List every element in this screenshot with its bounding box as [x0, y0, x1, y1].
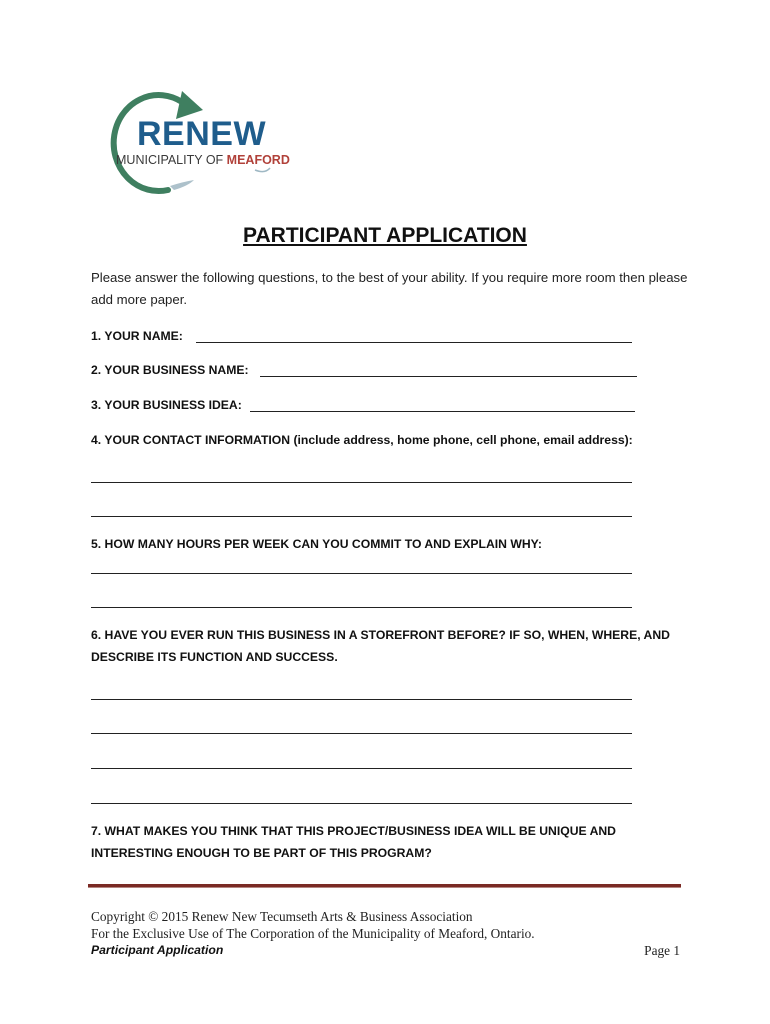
logo-subtitle-prefix: MUNICIPALITY OF [116, 153, 227, 167]
page-number: Page 1 [644, 943, 680, 958]
question-5: 5. HOW MANY HOURS PER WEEK CAN YOU COMMIT TO AND EXPLAIN WHY: [91, 537, 542, 551]
renew-meaford-logo [90, 90, 290, 205]
exclusive-use-line: For the Exclusive Use of The Corporation of the Municipality of Meaford, Ontario. [91, 926, 535, 941]
name-input-line[interactable] [196, 342, 632, 343]
footer-divider [88, 884, 681, 888]
question-1: 1. YOUR NAME: [91, 329, 183, 343]
question-7: 7. WHAT MAKES YOU THINK THAT THIS PROJECT/BUSINESS IDEA WILL BE UNIQUE AND INTERESTING ENOUGH TO BE PART OF THIS PROGRAM? [91, 824, 616, 860]
business-name-input-line[interactable] [260, 376, 637, 377]
logo-subtitle-meaford: MEAFORD [226, 153, 290, 167]
question-2: 2. YOUR BUSINESS NAME: [91, 363, 249, 377]
answer-line[interactable] [91, 733, 632, 734]
footer-document-name: Participant Application [91, 943, 224, 957]
business-idea-input-line[interactable] [250, 411, 635, 412]
answer-line[interactable] [91, 482, 632, 483]
answer-line[interactable] [91, 607, 632, 608]
answer-line[interactable] [91, 573, 632, 574]
answer-line[interactable] [91, 699, 632, 700]
question-4: 4. YOUR CONTACT INFORMATION (include address, home phone, cell phone, email address): [91, 433, 633, 447]
intro-paragraph: Please answer the following questions, to the best of your ability. If you require more room then please add more paper. [91, 270, 688, 307]
page-title: PARTICIPANT APPLICATION [243, 224, 527, 247]
question-6: 6. HAVE YOU EVER RUN THIS BUSINESS IN A STOREFRONT BEFORE? IF SO, WHEN, WHERE, AND DESCRIBE ITS FUNCTION AND SUCCESS. [91, 628, 670, 664]
copyright-line: Copyright © 2015 Renew New Tecumseth Arts & Business Association [91, 909, 473, 924]
logo-subtitle [116, 154, 290, 167]
footer-copyright-block [91, 908, 535, 942]
answer-line[interactable] [91, 768, 632, 769]
answer-line[interactable] [91, 803, 632, 804]
answer-line[interactable] [91, 516, 632, 517]
question-3: 3. YOUR BUSINESS IDEA: [91, 398, 242, 412]
logo-wordmark: RENEW [137, 115, 267, 153]
